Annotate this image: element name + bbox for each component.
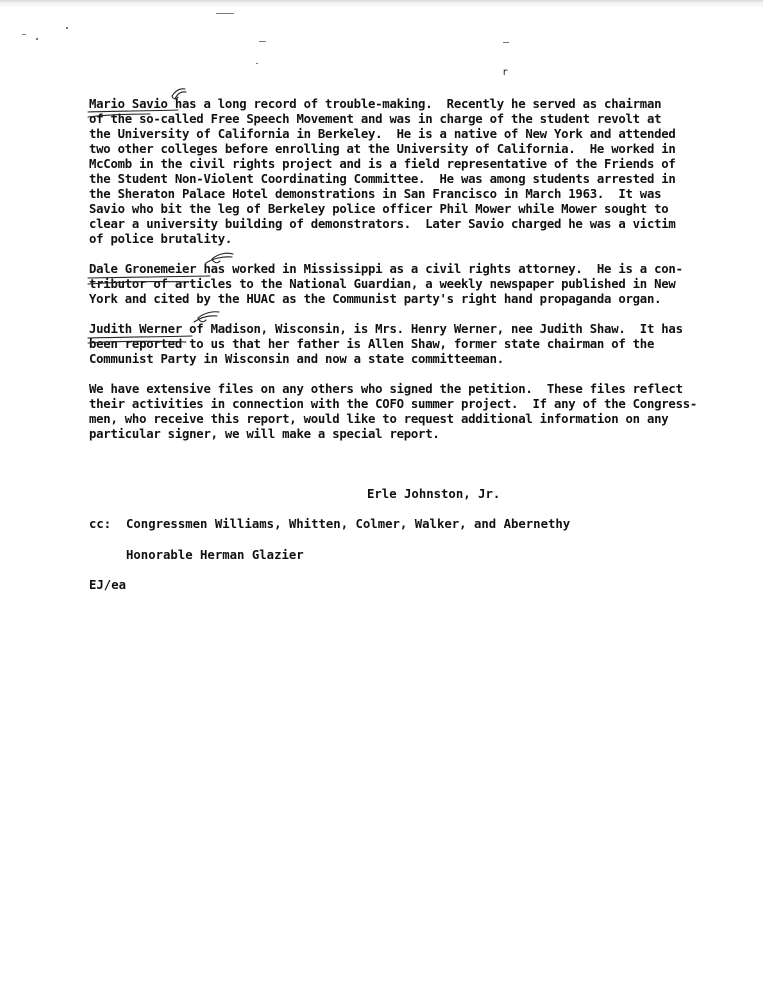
- text-line: the Sheraton Palace Hotel demonstrations in San Francisco in March 1963. It was: [89, 187, 662, 201]
- cc-line-congressmen: Congressmen Williams, Whitten, Colmer, Walker, and Abernethy: [126, 517, 571, 531]
- text-line: of the so-called Free Speech Movement and was in charge of the student revolt at: [89, 112, 662, 126]
- text-line: Savio who bit the leg of Berkeley police officer Phil Mower while Mower sought to: [89, 202, 669, 216]
- text-line: their activities in connection with the COFO summer project. If any of the Congress-: [89, 397, 698, 411]
- scan-speck: [503, 42, 509, 43]
- text-line: the Student Non-Violent Coordinating Committee. He was among students arrested in: [89, 172, 676, 186]
- text-line: men, who receive this report, would like to request additional information on any: [89, 412, 669, 426]
- text-line: We have extensive files on any others who signed the petition. These files reflect: [89, 382, 683, 396]
- text-line: McComb in the civil rights project and is a field representative of the Friends of: [89, 157, 676, 171]
- cc-recipients: [89, 517, 570, 531]
- cc-line-glazier: Honorable Herman Glazier: [126, 548, 304, 562]
- paragraph-gronemeier: [89, 262, 749, 307]
- cc-label: cc:: [89, 517, 112, 531]
- text-line: clear a university building of demonstrators. Later Savio charged he was a victim: [89, 217, 676, 231]
- scan-speck: [22, 34, 26, 35]
- scan-speck: [259, 41, 266, 42]
- scan-speck: [66, 27, 68, 29]
- scan-edge: [0, 0, 763, 8]
- scan-speck: [256, 63, 258, 64]
- text-line: Dale Gronemeier has worked in Mississippi as a civil rights attorney. He is a con-: [89, 262, 683, 276]
- letter-body: [89, 97, 749, 457]
- paragraph-werner: [89, 322, 749, 367]
- paragraph-files: [89, 382, 749, 442]
- text-line: two other colleges before enrolling at the University of California. He worked in: [89, 142, 676, 156]
- text-line: the University of California in Berkeley. He is a native of New York and attended: [89, 127, 676, 141]
- signature-name: Erle Johnston, Jr.: [367, 487, 501, 501]
- text-line: Communist Party in Wisconsin and now a state committeeman.: [89, 352, 504, 366]
- text-line: Judith Werner of Madison, Wisconsin, is Mrs. Henry Werner, nee Judith Shaw. It has: [89, 322, 683, 336]
- scan-speck: [36, 38, 38, 40]
- text-line: Mario Savio has a long record of trouble-making. Recently he served as chairman: [89, 97, 662, 111]
- typist-initials: EJ/ea: [89, 578, 127, 592]
- text-line: York and cited by the HUAC as the Communist party's right hand propaganda organ.: [89, 292, 662, 306]
- text-line: of police brutality.: [89, 232, 233, 246]
- text-line: been reported to us that her father is Allen Shaw, former state chairman of the: [89, 337, 655, 351]
- scan-speck: [216, 13, 234, 14]
- text-line: particular signer, we will make a special report.: [89, 427, 440, 441]
- page-mark: r: [502, 67, 509, 78]
- text-line: tributor of articles to the National Guardian, a weekly newspaper published in New: [89, 277, 676, 291]
- paragraph-savio: [89, 97, 749, 247]
